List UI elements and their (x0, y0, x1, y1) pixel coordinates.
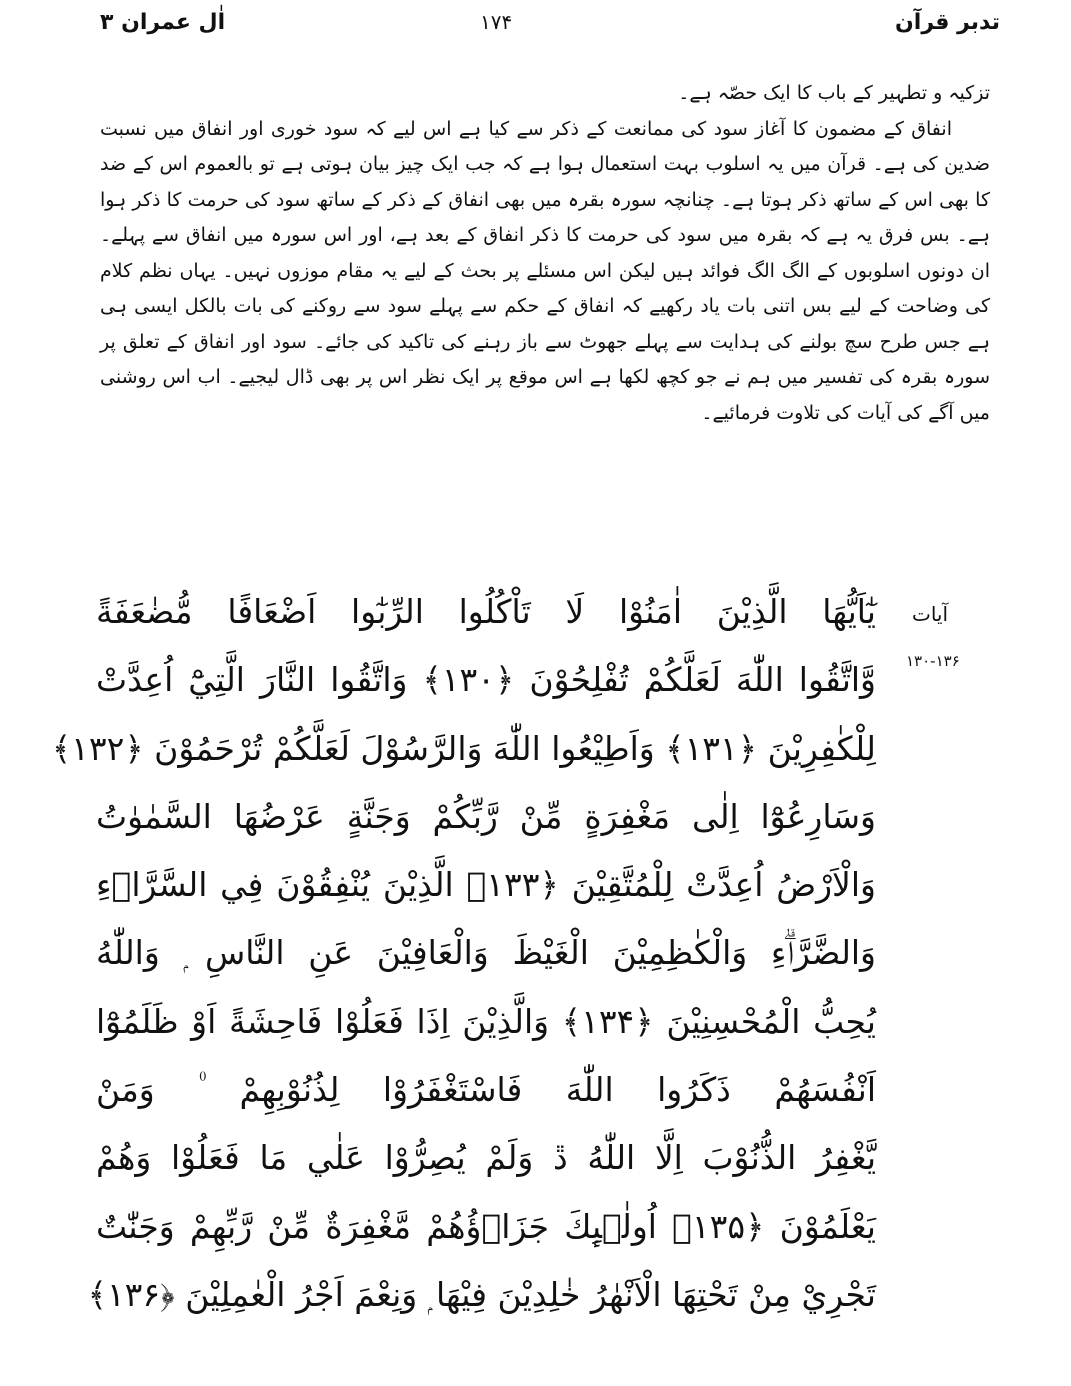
commentary-paragraph-1: تزکیہ و تطہیر کے باب کا ایک حصّہ ہے۔ (678, 82, 990, 104)
commentary-paragraph-2: انفاق کے مضمون کا آغاز سود کی ممانعت کے ذکر سے کیا ہے اس لیے کہ سود خوری اور انفاق میں نسبت ضدین کی ہے۔ قرآن میں یہ اسلوب بہت استعمال ہوا ہے کہ جب ایک چیز بیان ہوتی ہے تو بالعموم اس کے ضد کا بھی اس کے ساتھ ذکر ہوتا ہے۔ چنانچہ سورہ بقرہ میں بھی انفاق کے ذکر کے ساتھ سود کی حرمت کا ذکر ہوا ہے۔ بس فرق یہ ہے کہ بقرہ میں سود کی حرمت کا ذکر انفاق کے بعد ہے، اور اس سورہ میں انفاق سے پہلے۔ ان دونوں اسلوبوں کے الگ الگ فوائد ہیں لیکن اس مسئلے پر بحث کے لیے یہ مقام موزوں نہیں۔ یہاں نظم کلام کی وضاحت کے لیے بس اتنی بات یاد رکھیے کہ انفاق کے حکم سے پہلے سود سے روکنے کی بات بالکل ایسی ہی ہے جس طرح سچ بولنے کی ہدایت سے پہلے جھوٹ سے باز رہنے کی تاکید کی جائے۔ سود اور انفاق کے تعلق پر سورہ بقرہ کی تفسیر میں ہم نے جو کچھ لکھا ہے اس موقع پر ایک نظر اس پر بھی ڈال لیجیے۔ اب اس روشنی میں آگے کی آیات کی تلاوت فرمائیے۔ (100, 117, 990, 424)
verse-line: يُحِبُّ الْمُحْسِنِيْنَ ﴿۱۳۴﴾ وَالَّذِيْنَ اِذَا فَعَلُوْا فَاحِشَةً اَوْ ظَلَمُوْٓا (96, 1001, 876, 1041)
verses-side-label: آیات (912, 602, 949, 626)
running-header (100, 10, 1000, 50)
verse-line: تَجْرِيْ مِنْ تَحْتِهَا الْاَنْهٰرُ خٰلِدِيْنَ فِيْهَا ۭ وَنِعْمَ اَجْرُ الْعٰمِلِيْنَ ﴿۱۳۶﴾ (87, 1274, 876, 1314)
verse-line: لِلْكٰفِرِيْنَ ﴿۱۳۱﴾ وَاَطِيْعُوا اللّٰهَ وَالرَّسُوْلَ لَعَلَّكُمْ تُرْحَمُوْنَ ﴿۱۳۲﴾ (51, 728, 876, 768)
surah-name: اٰل عمران ۳ (100, 10, 226, 35)
verse-line: يَّغْفِرُ الذُّنُوْبَ اِلَّا اللّٰهُ ڐ وَلَمْ يُصِرُّوْا عَلٰي مَا فَعَلُوْا وَھُمْ (96, 1138, 876, 1178)
book-title: تدبر قرآن (895, 10, 1000, 35)
verses-range: ۱۳۰-۱۳۶ (906, 652, 960, 670)
verse-line: وَالضَّرَّاۗءِ وَالْكٰظِمِيْنَ الْغَيْظَ وَالْعَافِيْنَ عَنِ النَّاسِ ۭ وَاللّٰهُ (96, 933, 876, 973)
verse-line: اَنْفُسَھُمْ ذَكَرُوا اللّٰهَ فَاسْتَغْفَرُوْا لِذُنُوْبِھِمْ ۠ وَمَنْ (96, 1070, 876, 1110)
verse-line: يَعْلَمُوْنَ ﴿۱۳۵﴾ اُولٰۗىِٕكَ جَزَاۗؤُھُمْ مَّغْفِرَةٌ مِّنْ رَّبِّهِمْ وَجَنّٰتٌ (96, 1206, 876, 1246)
verse-line: وَّاتَّقُوا اللّٰهَ لَعَلَّكُمْ تُفْلِحُوْنَ ﴿۱۳۰﴾ وَاتَّقُوا النَّارَ الَّتِيْٓ اُعِدَّتْ (96, 660, 876, 700)
verse-line: وَسَارِعُوْٓا اِلٰى مَغْفِرَةٍ مِّنْ رَّبِّكُمْ وَجَنَّةٍ عَرْضُهَا السَّمٰوٰتُ (96, 796, 876, 836)
verse-line: وَالْاَرْضُ اُعِدَّتْ لِلْمُتَّقِيْنَ ﴿۱۳۳﴾ الَّذِيْنَ يُنْفِقُوْنَ فِي السَّرَّاۗءِ (96, 865, 876, 905)
page-number: ۱۷۴ (480, 10, 513, 34)
commentary-text (100, 76, 990, 431)
verse-line: يٰٓاَيُّهَا الَّذِيْنَ اٰمَنُوْا لَا تَاْكُلُوا الرِّبٰٓوا اَضْعَافًا مُّضٰعَفَةً (96, 592, 876, 631)
quran-verses (51, 578, 876, 1329)
